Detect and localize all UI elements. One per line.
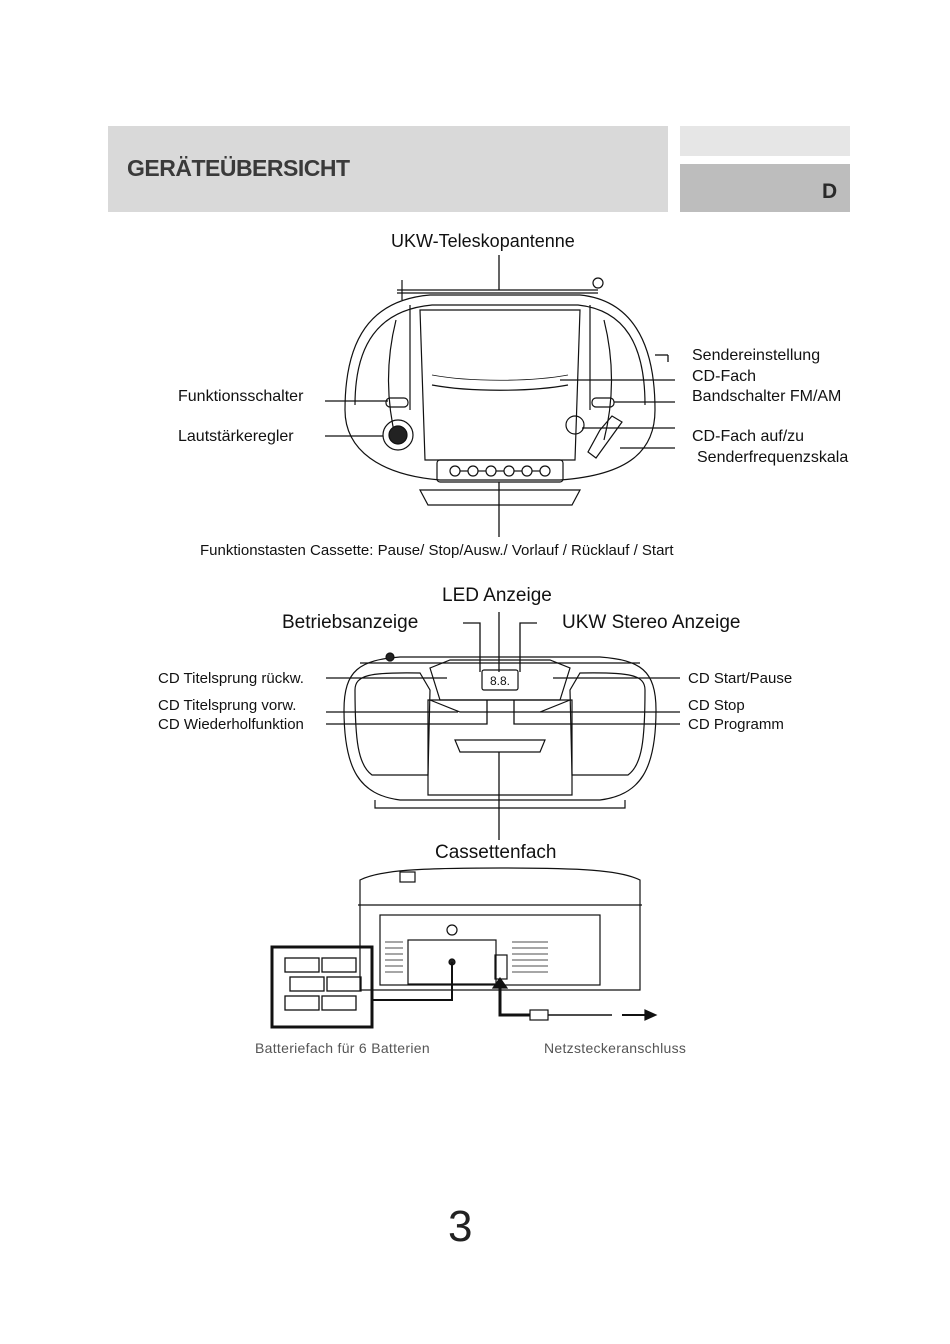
boombox-top-view — [345, 278, 655, 505]
cassette-buttons-label: Funktionstasten Cassette: Pause/ Stop/Ausw./ Vorlauf / Rücklauf / Start — [200, 542, 674, 559]
cd-stop-label: CD Stop — [688, 697, 745, 714]
leader-lines-middle — [326, 612, 680, 840]
cd-skip-forward-label: CD Titelsprung vorw. — [158, 697, 297, 714]
cd-tray-label: CD-Fach — [692, 368, 757, 385]
cd-play-pause-label: CD Start/Pause — [688, 670, 793, 687]
page-title: GERÄTEÜBERSICHT — [127, 155, 350, 181]
leader-lines-top — [325, 255, 675, 537]
boombox-rear-view — [272, 868, 656, 1027]
volume-control-label: Lautstärkeregler — [178, 428, 294, 445]
cd-repeat-label: CD Wiederholfunktion — [158, 716, 304, 733]
fm-stereo-indicator-label: UKW Stereo Anzeige — [562, 612, 741, 633]
power-indicator-label: Betriebsanzeige — [282, 612, 419, 633]
led-display-readout: 8.8. — [489, 674, 511, 688]
cd-program-label: CD Programm — [688, 716, 784, 733]
led-display-label: LED Anzeige — [442, 585, 552, 606]
band-switch-label: Bandschalter FM/AM — [692, 388, 842, 405]
power-socket-caption: Netzsteckeranschluss — [544, 1040, 687, 1056]
tuning-label: Sendereinstellung — [692, 347, 821, 364]
battery-compartment-caption: Batteriefach für 6 Batterien — [255, 1040, 430, 1056]
function-switch-label: Funktionsschalter — [178, 388, 304, 405]
frequency-scale-label: Senderfrequenzskala — [697, 449, 849, 466]
cassette-compartment-label: Cassettenfach — [435, 842, 557, 863]
cd-skip-back-label: CD Titelsprung rückw. — [158, 670, 304, 687]
cd-open-close-label: CD-Fach auf/zu — [692, 428, 805, 445]
antenna-label: UKW-Teleskopantenne — [391, 231, 575, 251]
page-number: 3 — [448, 1202, 473, 1251]
language-tab-letter: D — [822, 180, 838, 203]
